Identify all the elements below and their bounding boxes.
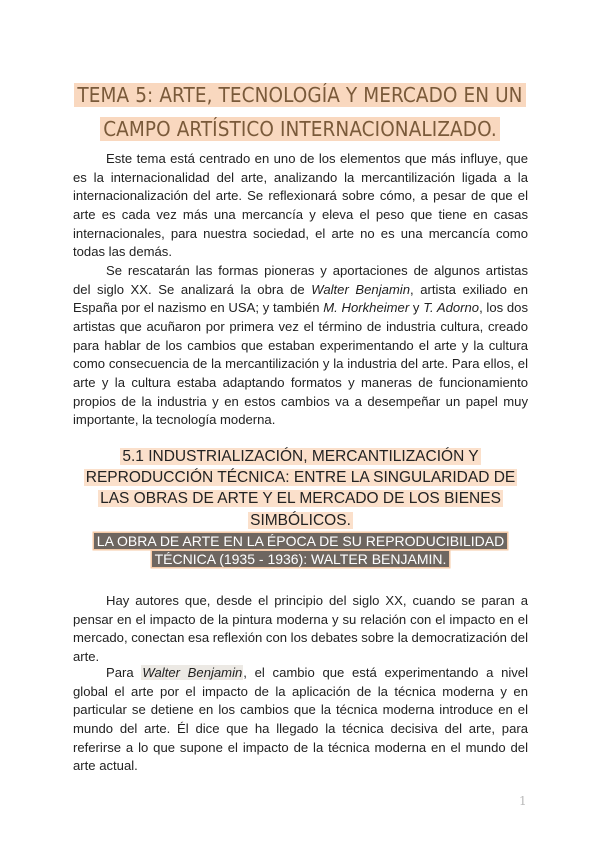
paragraph-benjamin bbox=[73, 664, 528, 776]
p2-text-c: y bbox=[409, 300, 424, 316]
name-walter-benjamin-2: Walter Benjamin bbox=[142, 665, 243, 680]
name-adorno: T. Adorno bbox=[423, 300, 480, 316]
p2-text-b: , artista exiliado en España por el nazismo en USA; y también bbox=[73, 281, 528, 316]
page-title bbox=[40, 78, 560, 146]
p4-text-a: Para bbox=[106, 665, 142, 680]
paragraph-democratization bbox=[73, 592, 528, 667]
section-heading-text: 5.1 INDUSTRIALIZACIÓN, MERCANTILIZACIÓN Y REPRODUCCIÓN TÉCNICA: ENTRE LA SINGULARIDAD DE LAS OBRAS DE ARTE Y EL MERCADO DE LOS BIENES SIMBÓLICOS. bbox=[85, 448, 516, 529]
page-number: 1 bbox=[519, 794, 527, 808]
name-horkheimer: M. Horkheimer bbox=[323, 300, 410, 316]
intro-text: Este tema está centrado en uno de los elementos que más influye, que es la internacionalidad del arte, analizando la mercantilización ligada a la internacionalización del arte. Se reflexionará sobre cómo, a pesar de que el arte es cada vez más una mercancía y eleva el peso que tiene en casas internacionales, para nuestra sociedad, el arte no es una mercancía como todas las demás. bbox=[73, 151, 528, 260]
p3-text: Hay autores que, desde el principio del siglo XX, cuando se paran a pensar en el impacto de la pintura moderna y su relación con el impacto en el mercado, conectan esa reflexión con los debates sobre la democratización del arte. bbox=[73, 593, 528, 664]
p4-text-b: , el cambio que está experimentando a nivel global el arte por el impacto de la aplicación de la técnica moderna y en particular se detiene en los cambios que la técnica moderna introduce en el mundo del arte. Él dice que ha llegado la técnica decisiva del arte, para referirse a lo que supone el impacto de la técnica moderna en el mundo del arte actual. bbox=[73, 665, 529, 774]
title-text: TEMA 5: ARTE, TECNOLOGÍA Y MERCADO EN UN CAMPO ARTÍSTICO INTERNACIONALIZADO. bbox=[74, 83, 525, 141]
subheading-text: LA OBRA DE ARTE EN LA ÉPOCA DE SU REPRODUCIBILIDAD TÉCNICA (1935 - 1936): WALTER BENJAMIN. bbox=[94, 533, 507, 567]
section-heading bbox=[73, 446, 528, 531]
p2-text-d: , los dos artistas que acuñaron por primera vez el término de industria cultura, creado para hablar de los cambios que estaban experimentando el arte y la cultura como consecuencia de la mercantilización y la industria del arte. Para ellos, el arte y la cultura estaba adaptando formatos y maneras de funcionamiento propios de la industria y en estos cambios va a desempeñar un papel muy importante, la tecnología moderna. bbox=[73, 300, 528, 428]
paragraph-artists bbox=[73, 262, 528, 430]
paragraph-intro bbox=[73, 150, 528, 262]
subheading bbox=[73, 532, 528, 569]
name-walter-benjamin: Walter Benjamin bbox=[311, 281, 410, 297]
p2-text-a: Se rescatarán las formas pioneras y aportaciones de algunos artistas del siglo XX. Se analizará la obra de bbox=[73, 263, 528, 297]
